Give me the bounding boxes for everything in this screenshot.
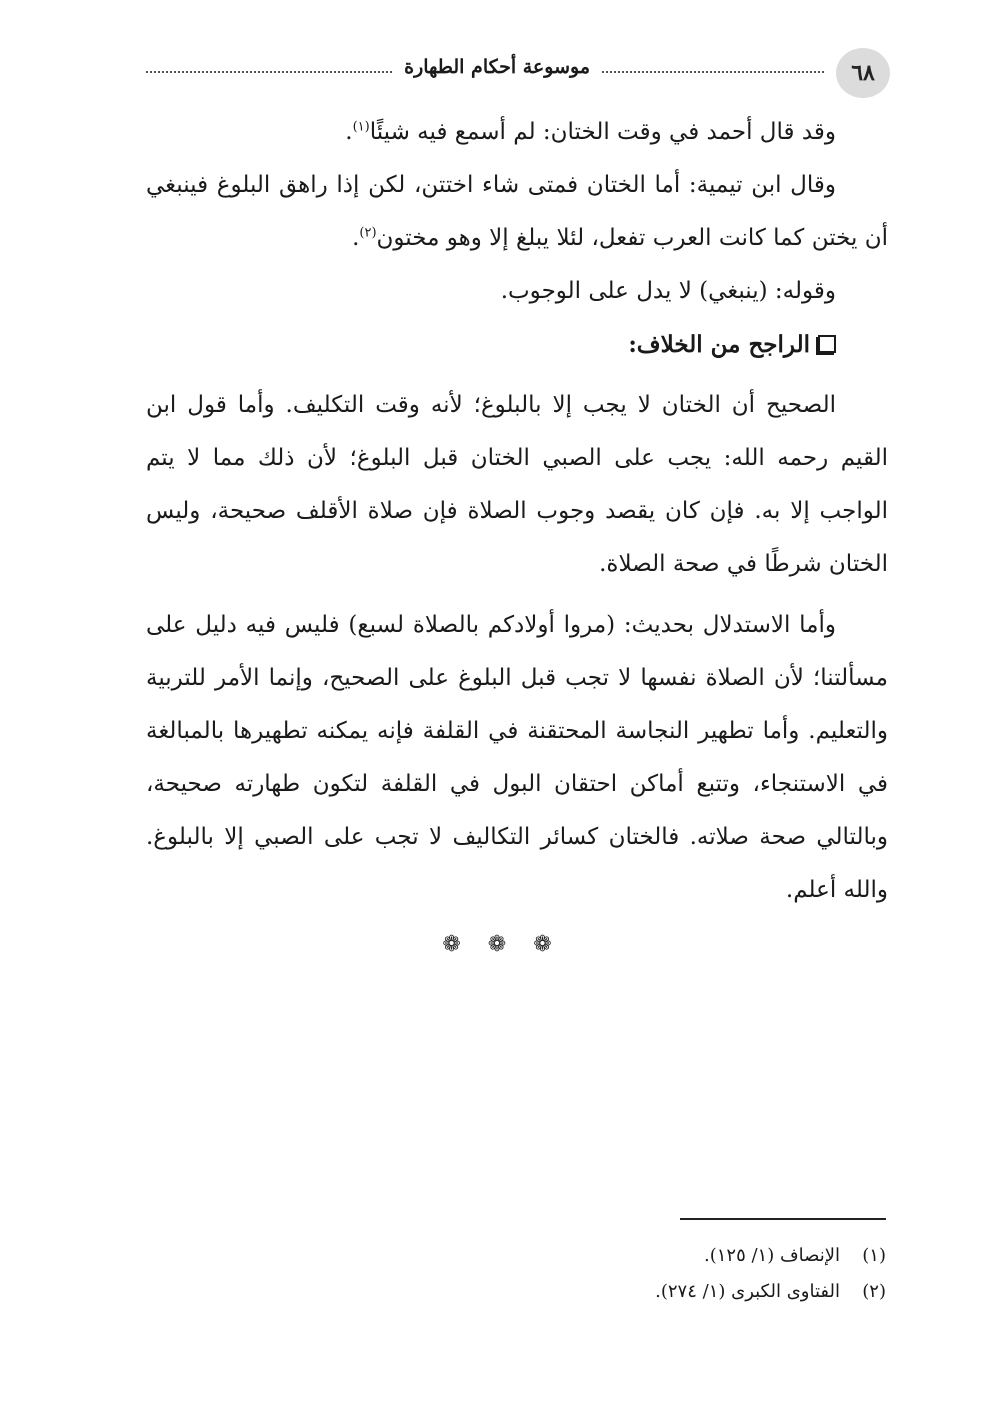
paragraph-ahmad: وقد قال أحمد في وقت الختان: لم أسمع فيه شيئًا$^{(١)}$. xyxy=(345,119,836,145)
paragraph-yanbaghi: وقوله: (ينبغي) لا يدل على الوجوب. xyxy=(500,278,836,304)
section-heading: الراجح من الخلاف: xyxy=(146,318,888,371)
ornament-divider: ❁ ❁ ❁ xyxy=(442,932,562,957)
paragraph-istidlal: وأما الاستدلال بحديث: (مروا أولادكم بالصلاة لسبع) فليس فيه دليل على مسألتنا؛ لأن الصلاة نفسها لا تجب قبل البلوغ على الصحيح، وإنما الأمر للتربية والتعليم. وأما تطهير النجاسة المحتقنة في القلفة فإنه يمكنه تطهيرها بالمبالغة في الاستنجاء، وتتبع أماكن احتقان البول في القلفة لتكون طهارته صحيحة، وبالتالي صحة صلاته. فالختان كسائر التكاليف لا تجب على الصبي إلا بالبلوغ. والله أعلم. xyxy=(146,612,888,903)
checkbox-square-icon xyxy=(818,335,836,353)
paragraph-ibn-taymiyyah: وقال ابن تيمية: أما الختان فمتى شاء اختتن، لكن إذا راهق البلوغ فينبغي أن يختن كما كانت العرب تفعل، لئلا يبلغ إلا وهو مختون$^{(٢)}$. xyxy=(146,172,888,251)
footnotes xyxy=(386,1238,886,1310)
footnote-separator xyxy=(680,1218,886,1220)
page-number-badge: ٦٨ xyxy=(836,48,890,98)
paragraph-preferred-view: الصحيح أن الختان لا يجب إلا بالبلوغ؛ لأنه وقت التكليف. وأما قول ابن القيم رحمه الله: يجب على الصبي الختان قبل البلوغ؛ لأن ذلك مما لا يتم الواجب إلا به. فإن كان يقصد وجوب الصلاة فإن صلاة الأقلف صحيحة، وليس الختان شرطًا في صحة الصلاة. xyxy=(146,392,888,577)
footnote-ref-1[interactable]: (١) xyxy=(352,119,370,135)
footnote-ref-2[interactable]: (٢) xyxy=(359,225,377,241)
page-header xyxy=(146,48,890,98)
main-text xyxy=(146,106,888,917)
footnote-2: (٢)الفتاوى الكبرى (١/ ٢٧٤). xyxy=(655,1281,886,1302)
running-title: موسوعة أحكام الطهارة xyxy=(394,56,600,78)
footnote-1: (١)الإنصاف (١/ ١٢٥). xyxy=(703,1245,886,1266)
